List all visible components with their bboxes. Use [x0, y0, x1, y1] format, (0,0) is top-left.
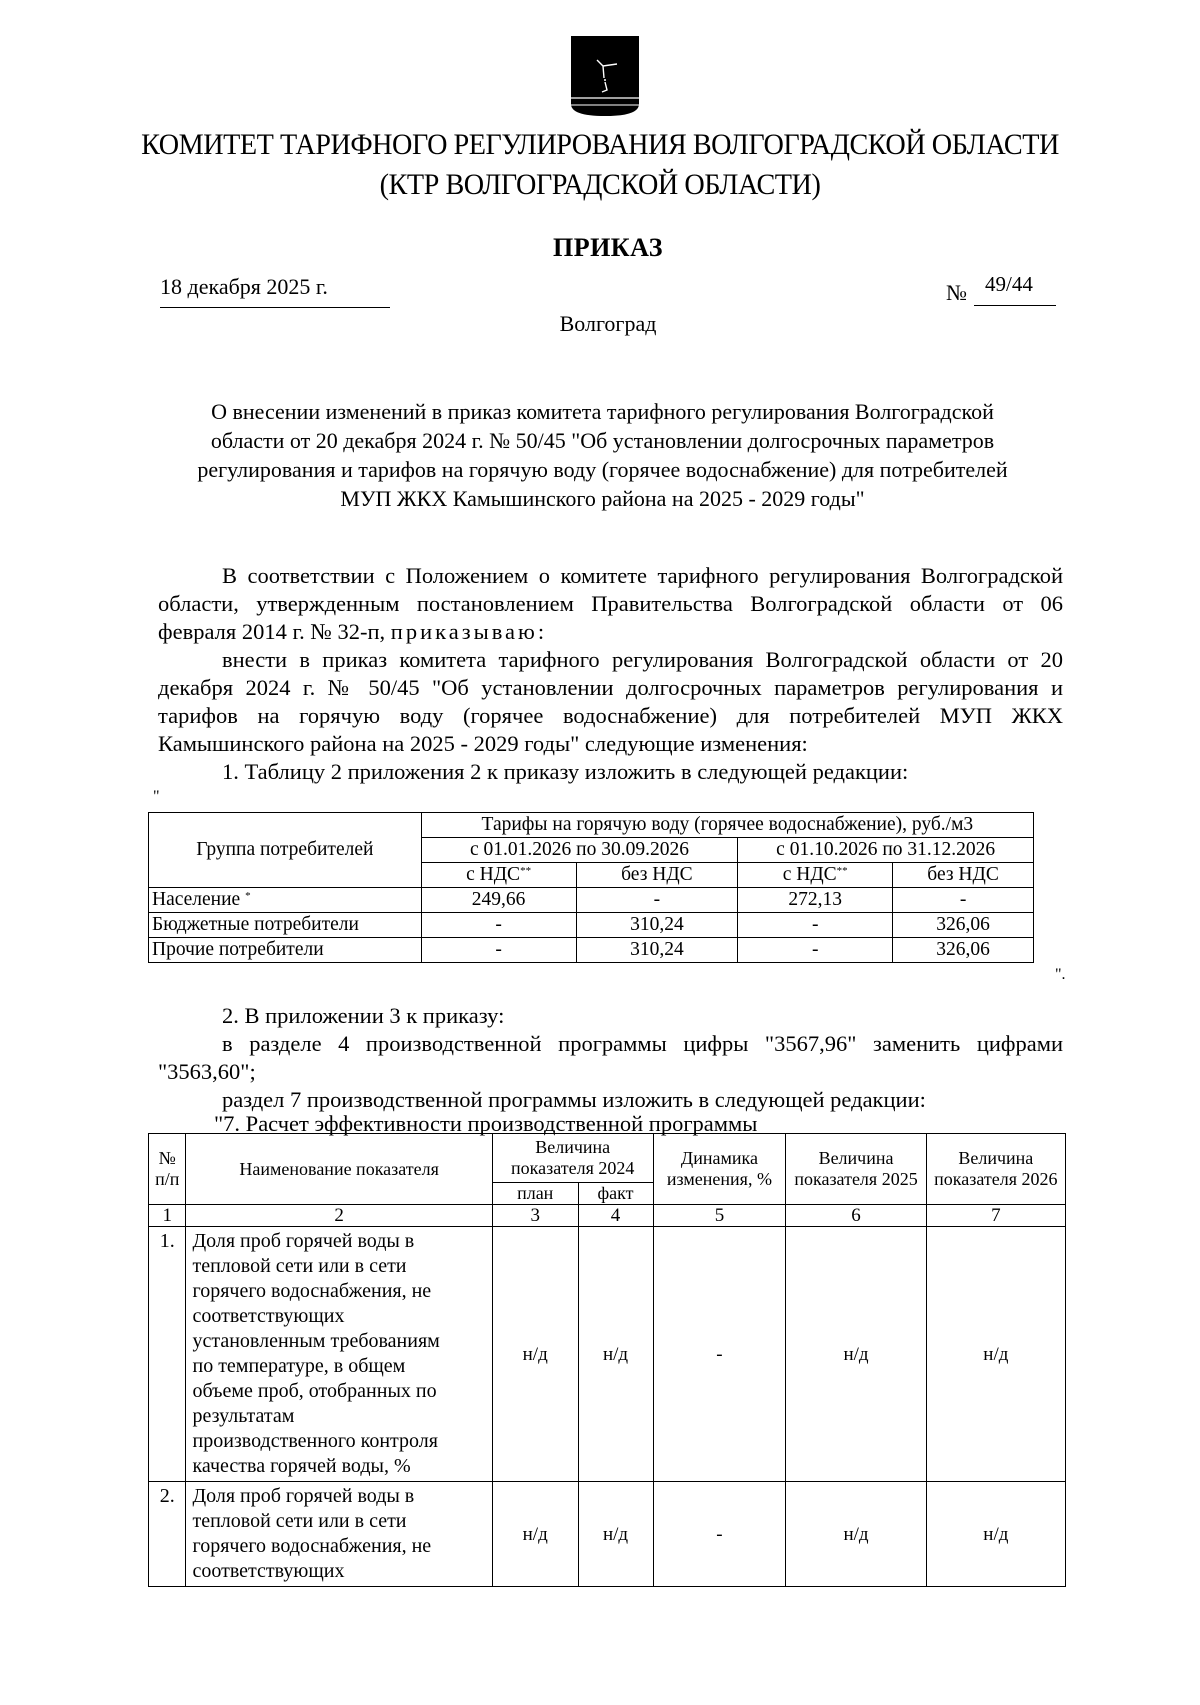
subject-line: О внесении изменений в приказ комитета тарифного регулирования Волгоградской [211, 399, 994, 424]
fact-value: н/д [578, 1227, 653, 1482]
value-2024-header: Величина показателя 2024 [492, 1134, 653, 1183]
with-vat-header: с НДС** [421, 863, 576, 888]
value-2026: н/д [926, 1482, 1065, 1587]
tariff-value: 310,24 [576, 913, 738, 938]
value-2025: н/д [786, 1482, 926, 1587]
fact-value: н/д [578, 1482, 653, 1587]
date-underline [160, 307, 390, 308]
tariff-value: - [421, 913, 576, 938]
subject-line: области от 20 декабря 2024 г. № 50/45 "Об установлении долгосрочных параметров [210, 428, 995, 453]
tariff-value: 326,06 [893, 938, 1034, 963]
consumer-group: Население * [149, 888, 422, 913]
amendment-intro-text: внести в приказ комитета тарифного регулирования Волгоградской области от 20 декабря 2024 г. № 50/45 "Об установлении долгосрочных параметров регулирования и тарифов на горячую воду (горячее водоснабжение) для потребителей МУП ЖКХ Камышинского района на 2025 - 2029 годы" следующие изменения: [158, 647, 1063, 756]
num-header: № п/п [149, 1134, 186, 1205]
document-type-title: ПРИКАЗ [552, 233, 664, 262]
tariff-value: 272,13 [738, 888, 893, 913]
item-2a-text: в разделе 4 производственной программы цифры "3567,96" заменить цифрами "3563,60"; [158, 1031, 1063, 1084]
fact-header: факт [578, 1183, 653, 1205]
tariff-value: - [738, 938, 893, 963]
open-quote: " [153, 788, 160, 805]
preamble-text: В соответствии с Положением о комитете тарифного регулирования Волгоградской области, утвержденным постановлением Правительства Волгоградской области от 06 февраля 2014 г. № 32-п, [158, 563, 1063, 644]
number-sign: № [946, 280, 967, 305]
item-2: 2. В приложении 3 к приказу: [222, 1003, 505, 1028]
indicator-name: Доля проб горячей воды в тепловой сети или в сети горячего водоснабжения, не соответствующих установленным требованиям по температуре, в общем объеме проб, отобранных по результатам производственного контроля качества горячей воды, % [186, 1227, 492, 1482]
order-word: приказываю: [390, 619, 548, 644]
plan-value: н/д [492, 1482, 578, 1587]
table-row [149, 1482, 1066, 1587]
consumer-group: Прочие потребители [149, 938, 422, 963]
plan-value: н/д [492, 1227, 578, 1482]
number-underline [974, 305, 1056, 306]
amendment-intro-paragraph [158, 646, 1063, 758]
dynamics-header: Динамика изменения, % [653, 1134, 786, 1205]
organization-abbreviation: (КТР ВОЛГОГРАДСКОЙ ОБЛАСТИ) [379, 168, 821, 201]
period-2-header: с 01.10.2026 по 31.12.2026 [738, 838, 1034, 863]
tariff-value: - [576, 888, 738, 913]
plan-header: план [492, 1183, 578, 1205]
tariff-value: - [421, 938, 576, 963]
row-number: 2. [149, 1482, 186, 1587]
organization-name: КОМИТЕТ ТАРИФНОГО РЕГУЛИРОВАНИЯ ВОЛГОГРАДСКОЙ ОБЛАСТИ [141, 128, 1059, 161]
item-2b: раздел 7 производственной программы изложить в следующей редакции: [222, 1087, 926, 1112]
without-vat-header: без НДС [893, 863, 1034, 888]
group-header: Группа потребителей [149, 813, 422, 888]
dynamics-value: - [653, 1482, 786, 1587]
column-numbers-row [149, 1205, 1066, 1227]
dynamics-value: - [653, 1227, 786, 1482]
close-quote: ". [1055, 966, 1066, 983]
name-header: Наименование показателя [186, 1134, 492, 1205]
period-1-header: с 01.01.2026 по 30.09.2026 [421, 838, 738, 863]
table-row [149, 1227, 1066, 1482]
order-subject [150, 397, 1055, 513]
column-number: 3 [492, 1205, 578, 1227]
with-vat-header: с НДС** [738, 863, 893, 888]
column-number: 2 [186, 1205, 492, 1227]
coat-of-arms-icon [569, 34, 641, 118]
tariff-main-header: Тарифы на горячую воду (горячее водоснабжение), руб./м3 [421, 813, 1033, 838]
column-number: 4 [578, 1205, 653, 1227]
tariff-table [148, 812, 1034, 963]
efficiency-table [148, 1133, 1066, 1587]
value-2025: н/д [786, 1227, 926, 1482]
section-7-title: "7. Расчет эффективности производственной программы [214, 1111, 758, 1136]
table-row [149, 888, 1034, 913]
subject-line: регулирования и тарифов на горячую воду (горячее водоснабжение) для потребителей [197, 457, 1008, 482]
column-number: 5 [653, 1205, 786, 1227]
tariff-value: - [738, 913, 893, 938]
value-2026: н/д [926, 1227, 1065, 1482]
order-number: 49/44 [985, 272, 1033, 296]
item-2a-paragraph [158, 1030, 1063, 1086]
tariff-value: 326,06 [893, 913, 1034, 938]
preamble-paragraph [158, 562, 1063, 646]
column-number: 7 [926, 1205, 1065, 1227]
column-number: 1 [149, 1205, 186, 1227]
without-vat-header: без НДС [576, 863, 738, 888]
column-number: 6 [786, 1205, 926, 1227]
row-number: 1. [149, 1227, 186, 1482]
table-row [149, 913, 1034, 938]
value-2025-header: Величина показателя 2025 [786, 1134, 926, 1205]
tariff-value: 249,66 [421, 888, 576, 913]
indicator-name: Доля проб горячей воды в тепловой сети или в сети горячего водоснабжения, не соответствующих [186, 1482, 492, 1587]
consumer-group: Бюджетные потребители [149, 913, 422, 938]
item-1: 1. Таблицу 2 приложения 2 к приказу изложить в следующей редакции: [222, 759, 909, 784]
order-date: 18 декабря 2025 г. [160, 274, 328, 299]
tariff-value: - [893, 888, 1034, 913]
value-2026-header: Величина показателя 2026 [926, 1134, 1065, 1205]
subject-line: МУП ЖКХ Камышинского района на 2025 - 2029 годы" [340, 486, 865, 511]
tariff-value: 310,24 [576, 938, 738, 963]
city: Волгоград [559, 311, 657, 336]
table-row [149, 938, 1034, 963]
